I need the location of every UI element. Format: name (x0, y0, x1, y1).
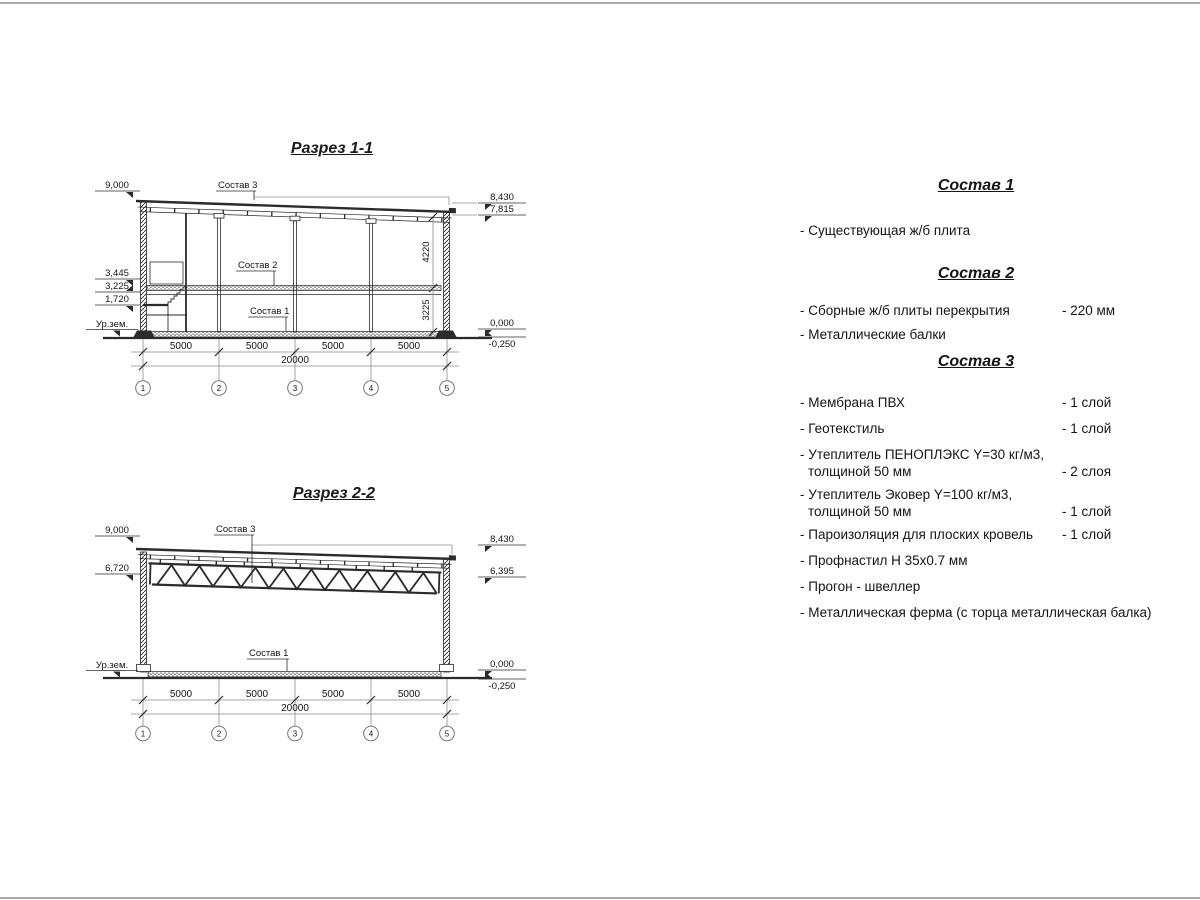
section-1-dimensions (131, 339, 459, 395)
axis-bubble-1: 1 (140, 384, 146, 393)
callout-sostav2: Состав 2 (238, 260, 278, 271)
axis-bubble-4: 4 (368, 384, 374, 393)
elevation-right-7815: 7,815 (490, 204, 514, 215)
elevation-right-8430: 8,430 (490, 192, 514, 203)
legend-item: - Пароизоляция для плоских кровель - 1 слой (800, 527, 1112, 542)
legend-item: - Профнастил Н 35х0.7 мм (800, 553, 968, 568)
elevation-right-0000: 0,000 (490, 659, 514, 670)
section-1-title: Разрез 1-1 (290, 140, 374, 157)
legend-group-title: Состав 2 (937, 265, 1015, 282)
dim-span: 5000 (397, 689, 421, 700)
elevation-right-0000: 0,000 (490, 318, 514, 329)
ground-level-label: Ур.зем. (95, 660, 129, 671)
dim-span: 5000 (397, 341, 421, 352)
axis-bubble-5: 5 (444, 384, 450, 393)
callout-sostav3: Состав 3 (218, 180, 258, 191)
section-2-structure (103, 546, 492, 678)
legend-item: - Утеплитель Эковер Y=100 кг/м3, толщиной 50 мм - 1 слой (800, 487, 1112, 519)
dim-span: 5000 (245, 341, 269, 352)
elevation-left-3445: 3,445 (105, 268, 129, 279)
legend-item: - Сборные ж/б плиты перекрытия - 220 мм (800, 303, 1116, 318)
axis-bubble-2: 2 (216, 384, 222, 393)
dim-span: 5000 (245, 689, 269, 700)
elevation-right-6395: 6,395 (490, 566, 514, 577)
dim-span: 5000 (321, 341, 345, 352)
elevation-right-minus0250: -0,250 (488, 681, 516, 692)
axis-bubble-3: 3 (292, 384, 298, 393)
elevation-right-8430: 8,430 (490, 534, 514, 545)
elevation-left-1720: 1,720 (105, 294, 129, 305)
section-1-annotations (86, 180, 526, 350)
elevation-left-3225: 3,225 (105, 281, 129, 292)
callout-sostav1: Состав 1 (249, 648, 289, 659)
elevation-left-6720: 6,720 (105, 563, 129, 574)
legend-item: - Металлические балки (800, 327, 946, 342)
elevation-left-9000: 9,000 (105, 180, 129, 191)
legend-item: - Существующая ж/б плита (800, 223, 971, 238)
ground-level-label: Ур.зем. (95, 319, 129, 330)
callout-sostav3: Состав 3 (216, 524, 256, 535)
legend-group-title: Состав 3 (937, 353, 1015, 370)
dim-span: 5000 (169, 689, 193, 700)
axis-bubble-3: 3 (292, 729, 298, 739)
dim-total: 20000 (281, 355, 309, 366)
section-1-structure (103, 197, 492, 338)
section-2-title: Разрез 2-2 (292, 485, 376, 502)
axis-bubble-2: 2 (216, 729, 222, 739)
legend-item: - Металлическая ферма (с торца металлическая балка) (800, 605, 1152, 620)
axis-bubble-1: 1 (140, 729, 146, 739)
legend-item: - Мембрана ПВХ - 1 слой (800, 395, 1112, 410)
axis-bubble-5: 5 (444, 729, 450, 739)
legend-item: - Утеплитель ПЕНОПЛЭКС Y=30 кг/м3, толщиной 50 мм - 2 слоя (800, 447, 1112, 479)
dim-total: 20000 (281, 703, 309, 714)
elevation-right-minus0250: -0,250 (488, 339, 516, 350)
dim-span: 5000 (321, 689, 345, 700)
dim-span: 5000 (169, 341, 193, 352)
legend-item: - Прогон - швеллер (800, 579, 921, 594)
composition-legend (800, 176, 1152, 621)
legend-group-title: Состав 1 (937, 177, 1015, 194)
axis-bubble-4: 4 (368, 729, 374, 739)
legend-item: - Геотекстиль - 1 слой (800, 421, 1112, 436)
callout-sostav1: Состав 1 (250, 306, 290, 317)
elevation-left-9000: 9,000 (105, 525, 129, 536)
vertical-dim-3225: 3225 (421, 299, 432, 321)
vertical-dim-4220: 4220 (421, 241, 432, 263)
section-2-dimensions (131, 679, 459, 741)
